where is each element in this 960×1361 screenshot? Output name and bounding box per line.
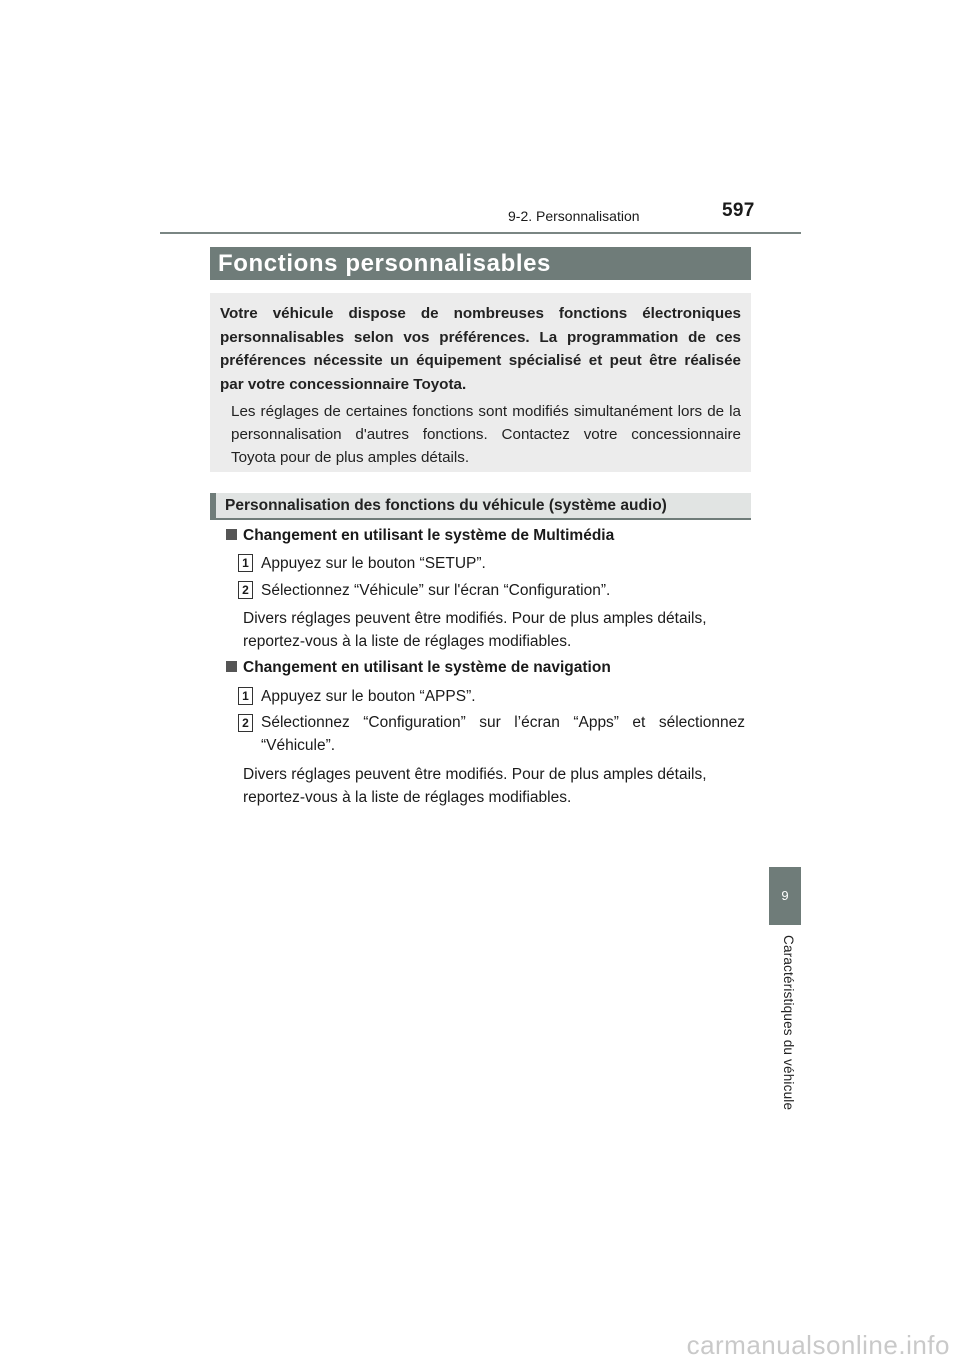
square-bullet-icon (226, 529, 237, 540)
navigation-heading-text: Changement en utilisant le système de navigation (243, 659, 611, 676)
intro-text: Votre véhicule dispose de nombreuses fonctions électroniques personnalisables selon vos préférences. La programmation de ces préférences nécessite un équipement spécialisé et peut être réalisée par votre concessionnaire Toyota. (220, 305, 741, 393)
multimedia-heading (226, 527, 614, 545)
step-text: Appuyez sur le bouton “SETUP”. (261, 555, 486, 572)
chapter-tab: 9 (769, 867, 801, 925)
page-number: 597 (722, 200, 755, 221)
step-number-badge: 1 (238, 687, 253, 705)
navigation-heading (226, 659, 611, 677)
step-number-badge: 1 (238, 554, 253, 572)
step-text: Sélectionnez “Configuration” sur l’écran “Apps” et sélectionnez “Véhicule”. (261, 714, 745, 754)
square-bullet-icon (226, 661, 237, 672)
step-text: Sélectionnez “Véhicule” sur l'écran “Configuration”. (261, 582, 611, 599)
section-reference: 9-2. Personnalisation (508, 208, 640, 224)
intro-box (210, 293, 751, 472)
intro-note: Les réglages de certaines fonctions sont modifiés simultanément lors de la personnalisation d'autres fonctions. Contactez votre concessionnaire Toyota pour de plus amples détails. (231, 403, 741, 466)
watermark (0, 1330, 960, 1358)
navigation-note: Divers réglages peuvent être modifiés. Pour de plus amples détails, reportez-vous à la liste de réglages modifiables. (243, 766, 707, 806)
step-number-badge: 2 (238, 581, 253, 599)
multimedia-note: Divers réglages peuvent être modifiés. Pour de plus amples détails, reportez-vous à la liste de réglages modifiables. (243, 610, 707, 650)
multimedia-heading-text: Changement en utilisant le système de Multimédia (243, 527, 615, 544)
subsection-header: Personnalisation des fonctions du véhicule (système audio) (210, 493, 751, 520)
chapter-label: Caractéristiques du véhicule (781, 935, 796, 1111)
step-text: Appuyez sur le bouton “APPS”. (261, 688, 476, 705)
page-title: Fonctions personnalisables (210, 247, 751, 280)
watermark-text: carmanualsonline.info (686, 1330, 950, 1360)
step-number-badge: 2 (238, 714, 253, 732)
header-divider (160, 232, 801, 234)
